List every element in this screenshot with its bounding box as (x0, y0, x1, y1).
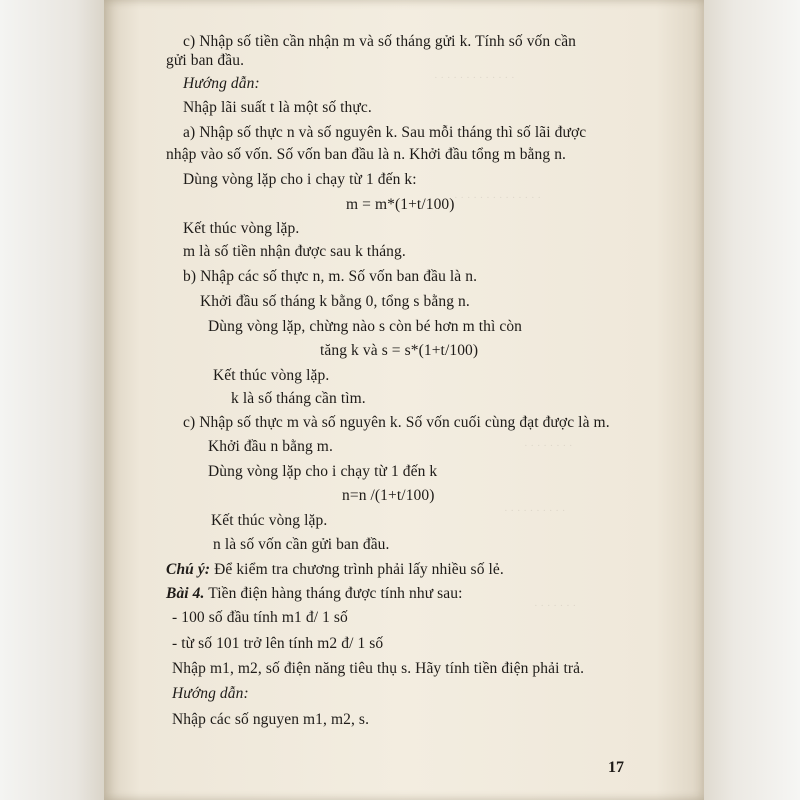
exercise-text: Tiền điện hàng tháng được tính như sau: (204, 585, 463, 602)
page-number: 17 (608, 759, 624, 776)
text-line: k là số tháng cần tìm. (231, 390, 366, 407)
note-text: Để kiểm tra chương trình phải lấy nhiều số lẻ. (210, 561, 504, 578)
text-line: Dùng vòng lặp, chừng nào s còn bé hơn m thì còn (208, 318, 523, 335)
text-line: Kết thúc vòng lặp. (183, 220, 300, 237)
text-line: a) Nhập số thực n và số nguyên k. Sau mỗi tháng thì số lãi được (183, 124, 587, 141)
exercise-line (166, 585, 463, 603)
formula-line: n=n /(1+t/100) (342, 487, 435, 504)
text-line: Nhập m1, m2, số điện năng tiêu thụ s. Hãy tính tiền điện phải trả. (172, 660, 585, 677)
text-line: Nhập lãi suất t là một số thực. (183, 99, 372, 116)
note-line (166, 561, 504, 579)
text-line: m là số tiền nhận được sau k tháng. (183, 243, 406, 260)
text-line: Khởi đầu số tháng k bằng 0, tổng s bằng n. (200, 293, 470, 310)
list-item: - từ số 101 trở lên tính m2 đ/ 1 số (172, 635, 384, 652)
guide-heading: Hướng dẫn: (183, 75, 260, 92)
text-line: nhập vào số vốn. Số vốn ban đầu là n. Khởi đầu tổng m bằng n. (166, 146, 567, 163)
text-line: Dùng vòng lặp cho i chạy từ 1 đến k (208, 463, 438, 480)
list-item: - 100 số đầu tính m1 đ/ 1 số (172, 609, 348, 626)
right-page-edge (690, 0, 800, 800)
book-page: · · · · · · · · · · · · · · · · · · · · · · · · · · · · · · · · · · · · · · · · · · · · · · · · · · · · (104, 0, 704, 800)
text-line: Khởi đầu n bằng m. (208, 438, 333, 455)
text-line: Nhập các số nguyen m1, m2, s. (172, 711, 370, 728)
formula-line: tăng k và s = s*(1+t/100) (320, 342, 479, 359)
guide-heading: Hướng dẫn: (172, 685, 249, 702)
note-label: Chú ý: (166, 561, 211, 578)
text-line: n là số vốn cần gửi ban đầu. (213, 536, 390, 553)
text-line: c) Nhập số tiền cần nhận m và số tháng gửi k. Tính số vốn cần (183, 33, 577, 50)
left-page-edge (0, 0, 108, 800)
text-line: gửi ban đầu. (166, 52, 245, 69)
text-line: Kết thúc vòng lặp. (211, 512, 328, 529)
formula-line: m = m*(1+t/100) (346, 196, 455, 213)
text-line: Kết thúc vòng lặp. (213, 367, 330, 384)
text-line: b) Nhập các số thực n, m. Số vốn ban đầu là n. (183, 268, 478, 285)
exercise-label: Bài 4. (166, 585, 205, 602)
text-line: Dùng vòng lặp cho i chạy từ 1 đến k: (183, 171, 417, 188)
text-line: c) Nhập số thực m và số nguyên k. Số vốn cuối cùng đạt được là m. (183, 414, 610, 431)
